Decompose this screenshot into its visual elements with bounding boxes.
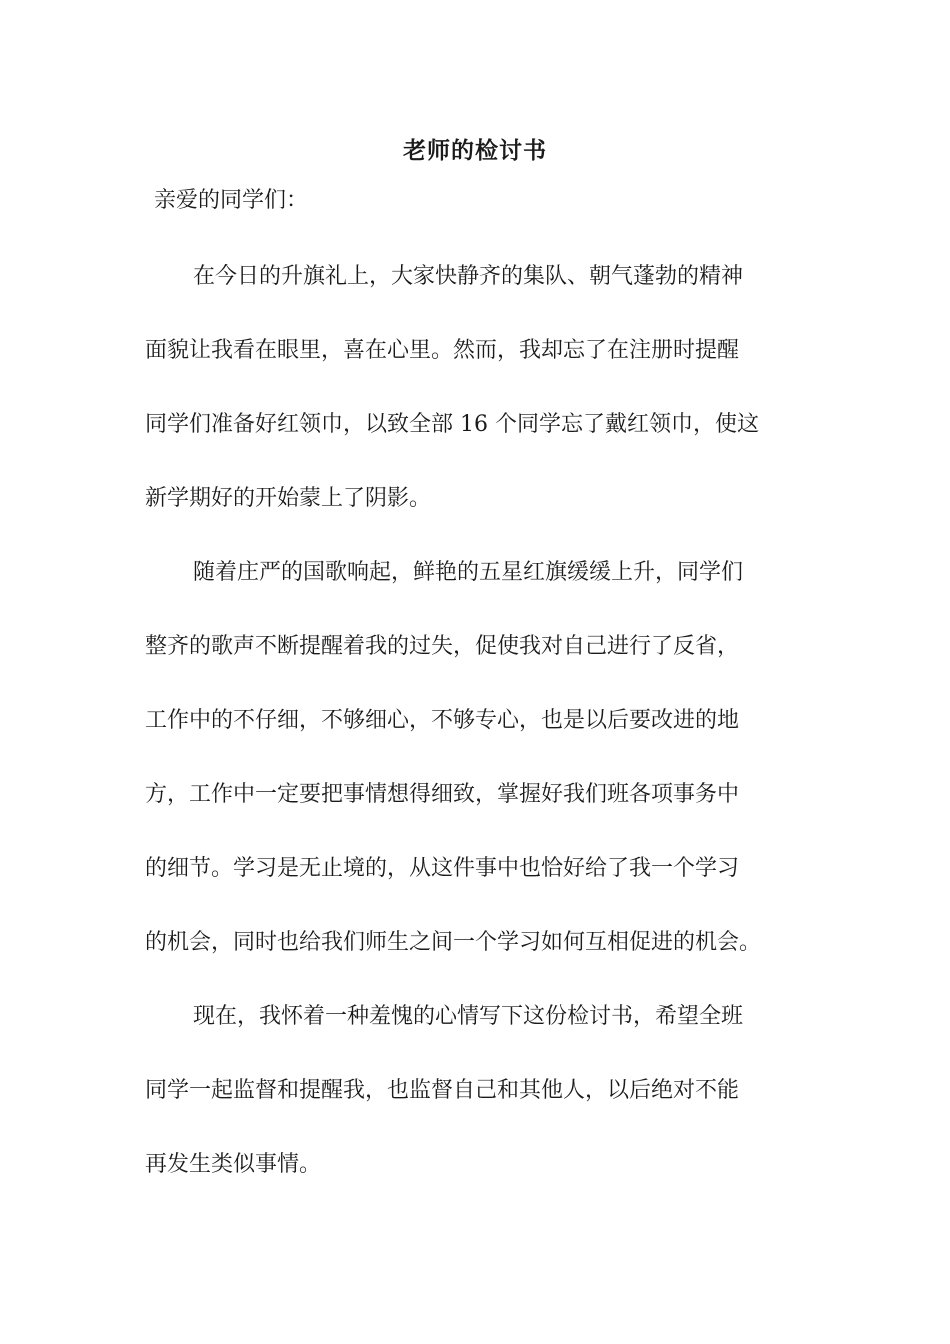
paragraph-3-line-3: 再发生类似事情。 xyxy=(145,1152,322,1177)
letter-body xyxy=(145,256,807,1218)
paragraph-1-line-4: 新学期好的开始蒙上了阴影。 xyxy=(145,486,432,511)
salutation: 亲爱的同学们： xyxy=(154,188,309,213)
paragraph-2-line-6: 的机会，同时也给我们师生之间一个学习如何互相促进的机会。 xyxy=(145,930,762,955)
paragraph-2-line-1: 随着庄严的国歌响起，鲜艳的五星红旗缓缓上升，同学们 xyxy=(193,560,744,585)
paragraph-2-line-2: 整齐的歌声不断提醒着我的过失，促使我对自己进行了反省， xyxy=(145,634,740,659)
paragraph-2-line-3: 工作中的不仔细，不够细心，不够专心，也是以后要改进的地 xyxy=(145,708,740,733)
document-title: 老师的检讨书 xyxy=(403,137,547,164)
paragraph-1-line-1: 在今日的升旗礼上，大家快静齐的集队、朝气蓬勃的精神 xyxy=(193,264,744,289)
paragraph-3-line-2: 同学一起监督和提醒我，也监督自己和其他人，以后绝对不能 xyxy=(145,1078,740,1103)
paragraph-2-line-5: 的细节。学习是无止境的，从这件事中也恰好给了我一个学习 xyxy=(145,856,740,881)
paragraph-1-line-3: 同学们准备好红领巾，以致全部 16 个同学忘了戴红领巾，使这 xyxy=(145,412,759,437)
paragraph-1-line-2: 面貌让我看在眼里，喜在心里。然而，我却忘了在注册时提醒 xyxy=(145,338,740,363)
paragraph-2-line-4: 方，工作中一定要把事情想得细致，掌握好我们班各项事务中 xyxy=(145,782,740,807)
paragraph-3-line-1: 现在，我怀着一种羞愧的心情写下这份检讨书，希望全班 xyxy=(193,1004,744,1029)
